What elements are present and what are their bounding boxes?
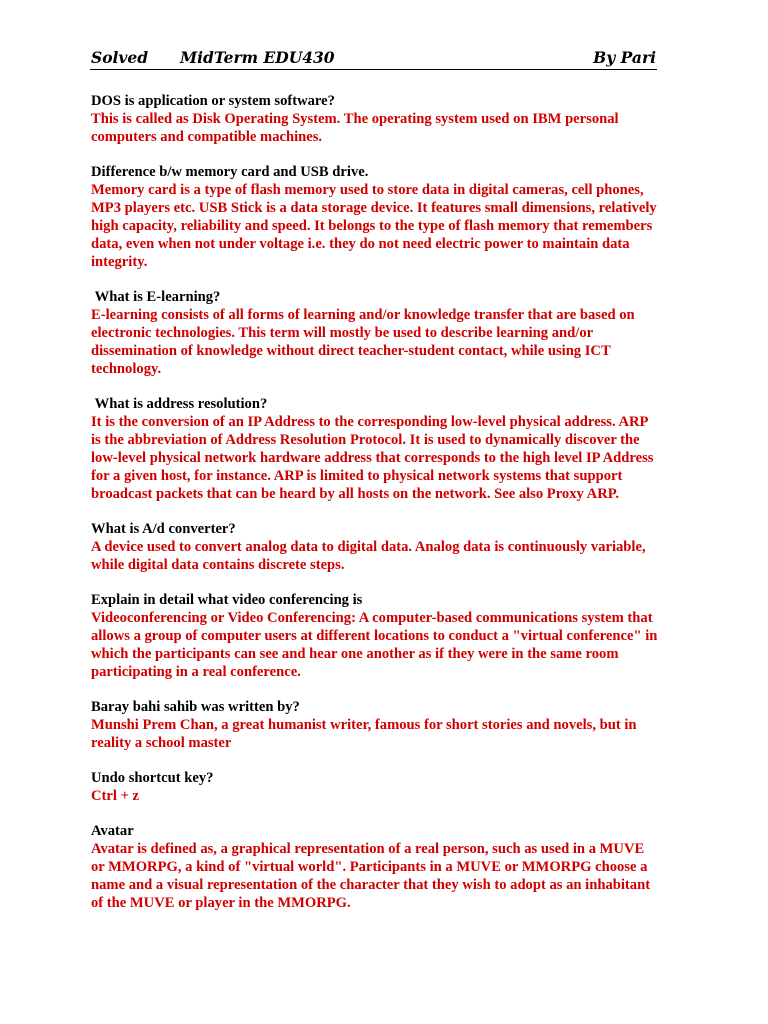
answer: A device used to convert analog data to digital data. Analog data is continuously variable, while digital data contains discrete steps. bbox=[91, 539, 646, 573]
answer: Munshi Prem Chan, a great humanist writer, famous for short stories and novels, but in reality a school master bbox=[91, 717, 637, 751]
qa-item bbox=[91, 395, 686, 503]
question: Undo shortcut key? bbox=[91, 770, 214, 786]
qa-item bbox=[91, 92, 686, 146]
header-course: MidTerm EDU430 bbox=[180, 48, 335, 67]
answer: Avatar is defined as, a graphical representation of a real person, such as used in a MUVE or MMORPG, a kind of "virtual world". Participants in a MUVE or MMORPG choose a name and a visual representation of the character that they wish to adopt as an inhabitant of the MUVE or player in the MMORPG. bbox=[91, 841, 651, 911]
question: What is A/d converter? bbox=[91, 521, 236, 537]
qa-item bbox=[91, 698, 686, 752]
answer: E-learning consists of all forms of learning and/or knowledge transfer that are based on electronic technologies. This term will mostly be used to describe learning and/or dissemination of knowledge without direct teacher-student contact, while using ICT technology. bbox=[91, 307, 635, 377]
answer: Ctrl + z bbox=[91, 788, 140, 804]
question: What is E-learning? bbox=[91, 289, 221, 305]
question: Explain in detail what video conferencing is bbox=[91, 592, 363, 608]
qa-item bbox=[91, 163, 686, 271]
qa-item bbox=[91, 822, 686, 912]
answer: This is called as Disk Operating System. The operating system used on IBM personal computers and compatible machines. bbox=[91, 111, 619, 145]
question: DOS is application or system software? bbox=[91, 93, 335, 109]
qa-item bbox=[91, 769, 686, 805]
answer: Videoconferencing or Video Conferencing: A computer-based communications system that allows a group of computer users at different locations to conduct a "virtual conference" in which the participants can see and hear one another as if they were in the same room participating in a real conference. bbox=[91, 610, 658, 680]
answer: It is the conversion of an IP Address to the corresponding low-level physical address. ARP is the abbreviation of Address Resolution Protocol. It is used to dynamically discover the low-level physical network hardware address that corresponds to the high level IP Address for a given host, for instance. ARP is limited to physical network systems that support broadcast packets that can be heard by all hosts on the network. See also Proxy ARP. bbox=[91, 414, 654, 502]
qa-item bbox=[91, 288, 686, 378]
qa-item bbox=[91, 520, 686, 574]
document-header bbox=[90, 47, 657, 70]
qa-item bbox=[91, 591, 686, 681]
header-author: By Pari bbox=[593, 48, 656, 67]
question: What is address resolution? bbox=[91, 396, 268, 412]
answer: Memory card is a type of flash memory used to store data in digital cameras, cell phones, MP3 players etc. USB Stick is a data storage device. It features small dimensions, relatively high capacity, reliability and speed. It belongs to the type of flash memory that remembers data, even when not under voltage i.e. they do not need electric power to maintain data integrity. bbox=[91, 182, 657, 270]
question: Difference b/w memory card and USB drive. bbox=[91, 164, 369, 180]
qa-list bbox=[91, 92, 686, 929]
question: Baray bahi sahib was written by? bbox=[91, 699, 300, 715]
question: Avatar bbox=[91, 823, 134, 839]
header-solved: Solved bbox=[91, 48, 149, 67]
